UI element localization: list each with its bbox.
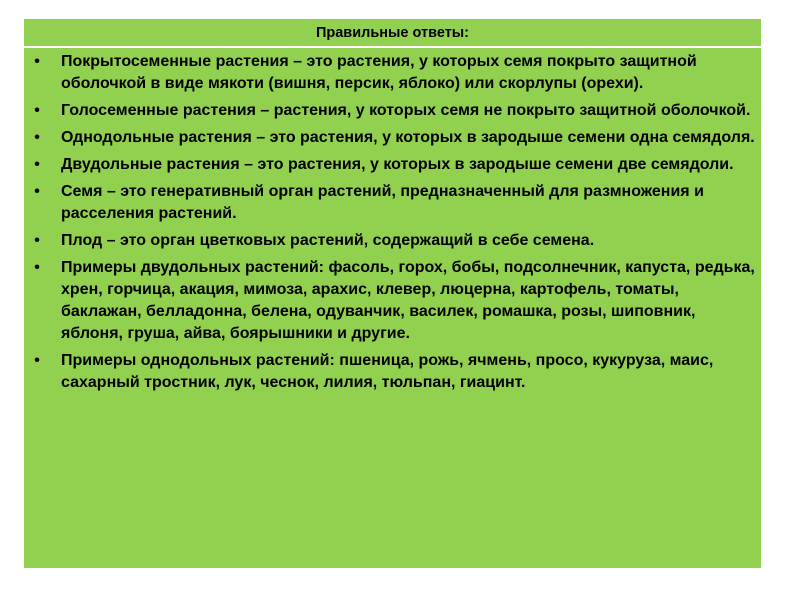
bullet-icon: • [34, 102, 40, 119]
item-text: Семя – это генеративный орган растений, предназначенный для размножения и расселения растений. [61, 183, 704, 222]
list-item [31, 154, 757, 176]
list-item [31, 51, 757, 95]
list-item [31, 127, 757, 149]
item-text: Примеры однодольных растений: пшеница, рожь, ячмень, просо, кукуруза, маис, сахарный тростник, лук, чеснок, лилия, тюльпан, гиацинт. [61, 352, 714, 391]
item-text: Плод – это орган цветковых растений, содержащий в себе семена. [61, 232, 595, 249]
bullet-icon: • [34, 53, 40, 70]
bullet-icon: • [34, 156, 40, 173]
list-item [31, 257, 757, 345]
item-text: Голосеменные растения – растения, у которых семя не покрыто защитной оболочкой. [61, 102, 751, 119]
header-title: Правильные ответы: [315, 24, 470, 41]
list-item [31, 181, 757, 225]
table-body [24, 51, 761, 399]
list-item [31, 100, 757, 122]
table-header [24, 19, 761, 48]
bullet-icon: • [34, 352, 40, 369]
item-text: Покрытосеменные растения – это растения, у которых семя покрыто защитной оболочкой в виде мякоти (вишня, персик, яблоко) или скорлупы (орехи). [61, 53, 697, 92]
answers-list [31, 51, 757, 394]
answers-table [24, 19, 761, 568]
list-item [31, 230, 757, 252]
bullet-icon: • [34, 259, 40, 276]
list-item [31, 350, 757, 394]
item-text: Примеры двудольных растений: фасоль, горох, бобы, подсолнечник, капуста, редька, хрен, горчица, акация, мимоза, арахис, клевер, люцерна, картофель, томаты, баклажан, белладонна, белена, одуванчик, василек, ромашка, розы, шиповник, яблоня, груша, айва, боярышники и другие. [61, 259, 755, 342]
bullet-icon: • [34, 129, 40, 146]
item-text: Однодольные растения – это растения, у которых в зародыше семени одна семядоля. [61, 129, 755, 146]
item-text: Двудольные растения – это растения, у которых в зародыше семени две семядоли. [61, 156, 734, 173]
bullet-icon: • [34, 183, 40, 200]
bullet-icon: • [34, 232, 40, 249]
